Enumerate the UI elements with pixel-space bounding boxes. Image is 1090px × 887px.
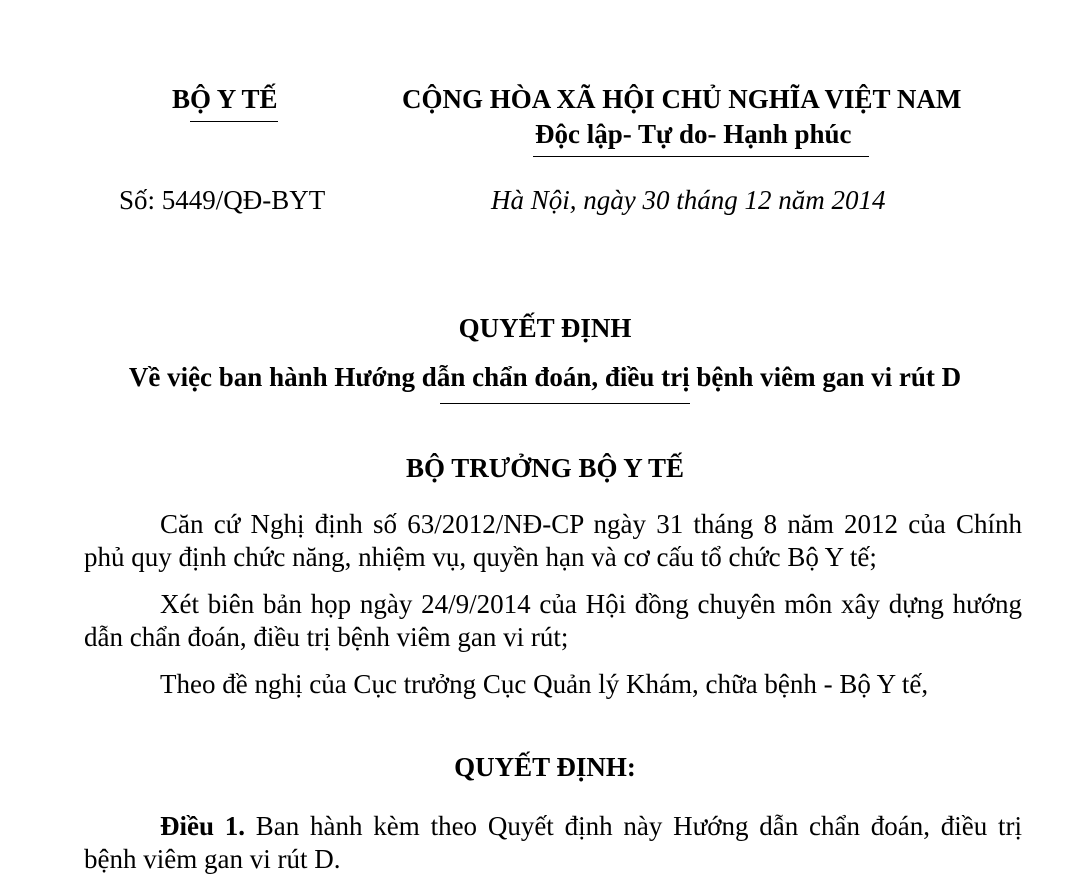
preamble-paragraph [84, 508, 1022, 574]
preamble-text: Xét biên bản họp ngày 24/9/2014 của Hội đồng chuyên môn xây dựng hướng dẫn chẩn đoán, điều trị bệnh viêm gan vi rút; [84, 589, 1022, 652]
preamble-paragraph [84, 668, 1022, 701]
document-number: Số: 5449/QĐ-BYT [119, 185, 326, 215]
document-subtitle: Về việc ban hành Hướng dẫn chẩn đoán, điều trị bệnh viêm gan vi rút D [128, 362, 962, 392]
issuing-authority: BỘ TRƯỞNG BỘ Y TẾ [405, 453, 685, 483]
national-motto: Độc lập- Tự do- Hạnh phúc [535, 119, 852, 149]
subtitle-underline [440, 403, 690, 404]
motto-underline [533, 156, 869, 157]
decision-heading: QUYẾT ĐỊNH: [454, 752, 636, 782]
preamble-paragraph [84, 588, 1022, 654]
preamble-text: Căn cứ Nghị định số 63/2012/NĐ-CP ngày 31 tháng 8 năm 2012 của Chính phủ quy định chức năng, nhiệm vụ, quyền hạn và cơ cấu tổ chức Bộ Y tế; [84, 509, 1022, 572]
document-title: QUYẾT ĐỊNH [458, 313, 632, 343]
place-date: Hà Nội, ngày 30 tháng 12 năm 2014 [491, 185, 886, 215]
article-text: Ban hành kèm theo Quyết định này Hướng dẫn chẩn đoán, điều trị bệnh viêm gan vi rút D. [84, 811, 1023, 874]
article-paragraph [84, 810, 1022, 876]
ministry-name: BỘ Y TẾ [172, 84, 278, 114]
republic-name: CỘNG HÒA XÃ HỘI CHỦ NGHĨA VIỆT NAM [402, 84, 962, 114]
article-label: Điều 1. [160, 811, 246, 841]
ministry-underline [190, 121, 278, 122]
preamble-text: Theo đề nghị của Cục trưởng Cục Quản lý Khám, chữa bệnh - Bộ Y tế, [160, 669, 929, 699]
